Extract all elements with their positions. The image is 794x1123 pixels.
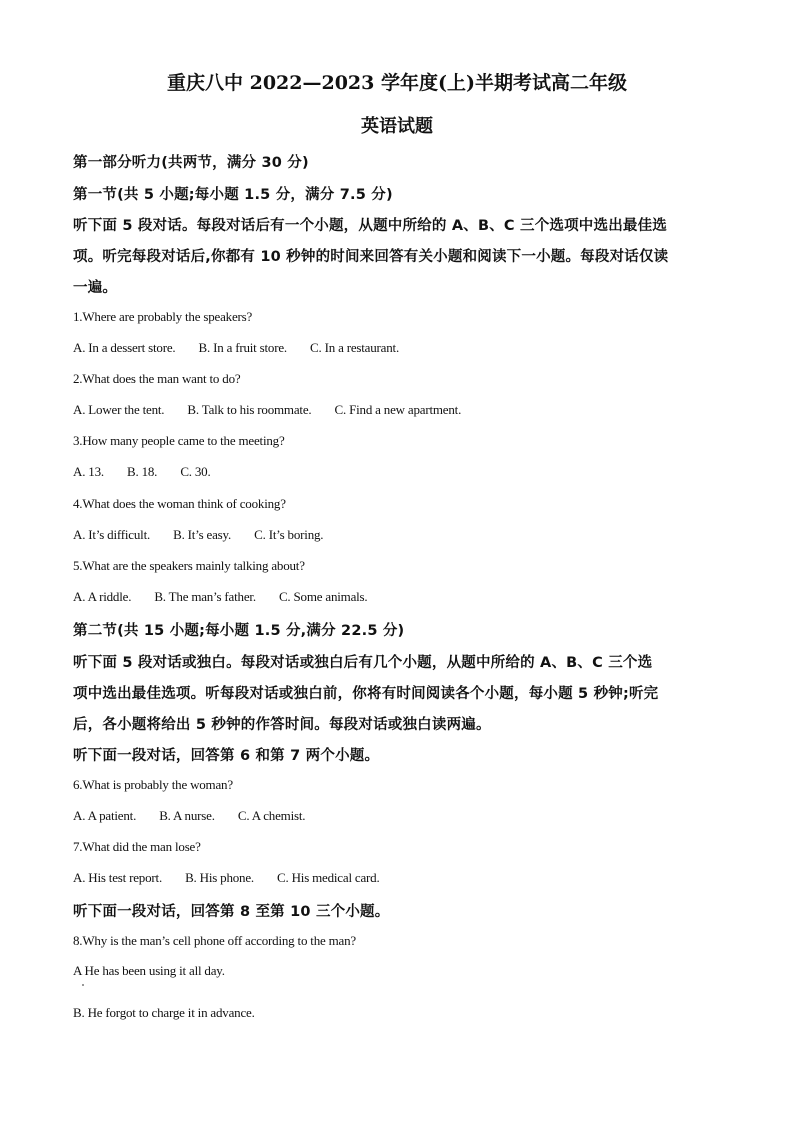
option-b: B. 18. [127,464,158,479]
exam-subtitle: 英语试题 [361,116,433,137]
question-6: 6.What is probably the woman? [73,777,233,792]
question-1-options [73,340,419,356]
scan-speck [82,984,84,986]
option-c: C. It’s boring. [254,527,324,542]
question-7: 7.What did the man lose? [73,839,201,854]
option-a: A. Lower the tent. [73,402,165,417]
question-6-options [73,808,325,824]
option-c: C. Some animals. [278,589,368,604]
exam-title: 重庆八中 2022—2023 学年度(上)半期考试高二年级 [167,72,627,94]
section1-instruction-line: 一遍。 [73,280,118,296]
option-a: A. It’s difficult. [73,527,151,542]
option-b: B. In a fruit store. [198,340,287,355]
section1-instruction-line: 项。听完每段对话后,你都有 10 秒钟的时间来回答有关小题和阅读下一小题。每段对话仅读 [73,249,669,265]
option-c: C. 30. [180,464,211,479]
question-4: 4.What does the woman think of cooking? [73,496,286,511]
question-3: 3.How many people came to the meeting? [73,433,285,448]
question-5: 5.What are the speakers mainly talking about? [73,558,305,573]
option-a: A. 13. [73,464,104,479]
section2-instruction-line: 后，各小题将给出 5 秒钟的作答时间。每段对话或独白读两遍。 [73,717,491,733]
section2-instruction-line: 听下面 5 段对话或独白。每段对话或独白后有几个小题，从题中所给的 A、B、C 三个选 [73,655,653,671]
question-1: 1.Where are probably the speakers? [73,309,253,324]
question-4-options [73,527,343,543]
question-5-options [73,589,387,605]
option-b: B. The man’s father. [154,589,256,604]
question-8: 8.Why is the man’s cell phone off according to the man? [73,933,356,948]
option-b: B. His phone. [185,870,254,885]
section1-instruction-line: 听下面 5 段对话。每段对话后有一个小题，从题中所给的 A、B、C 三个选项中选出最佳选 [73,218,667,234]
section1-heading: 第一节(共 5 小题;每小题 1.5 分，满分 7.5 分) [73,187,393,203]
part1-heading: 第一部分听力(共两节，满分 30 分) [73,155,309,171]
group1-intro: 听下面一段对话，回答第 6 和第 7 两个小题。 [73,748,380,764]
option-a: A. In a dessert store. [73,340,176,355]
option-a: A. A patient. [73,808,137,823]
question-2-options [73,402,481,418]
group2-intro: 听下面一段对话，回答第 8 至第 10 三个小题。 [73,904,390,920]
option-a: A. A riddle. [73,589,132,604]
question-8-option-b: B. He forgot to charge it in advance. [73,1005,255,1020]
question-8-option-a: A He has been using it all day. [73,963,225,978]
section2-instruction-line: 项中选出最佳选项。听每段对话或独白前，你将有时间阅读各个小题，每小题 5 秒钟;听完 [73,686,659,702]
option-c: C. His medical card. [277,870,380,885]
option-b: B. Talk to his roommate. [187,402,312,417]
question-7-options [73,870,400,886]
option-c: C. Find a new apartment. [334,402,462,417]
option-b: B. It’s easy. [173,527,232,542]
section2-heading: 第二节(共 15 小题;每小题 1.5 分,满分 22.5 分) [73,623,405,639]
option-b: B. A nurse. [159,808,215,823]
option-a: A. His test report. [73,870,162,885]
option-c: C. In a restaurant. [310,340,400,355]
option-c: C. A chemist. [237,808,306,823]
question-2: 2.What does the man want to do? [73,371,241,386]
question-3-options [73,464,231,480]
